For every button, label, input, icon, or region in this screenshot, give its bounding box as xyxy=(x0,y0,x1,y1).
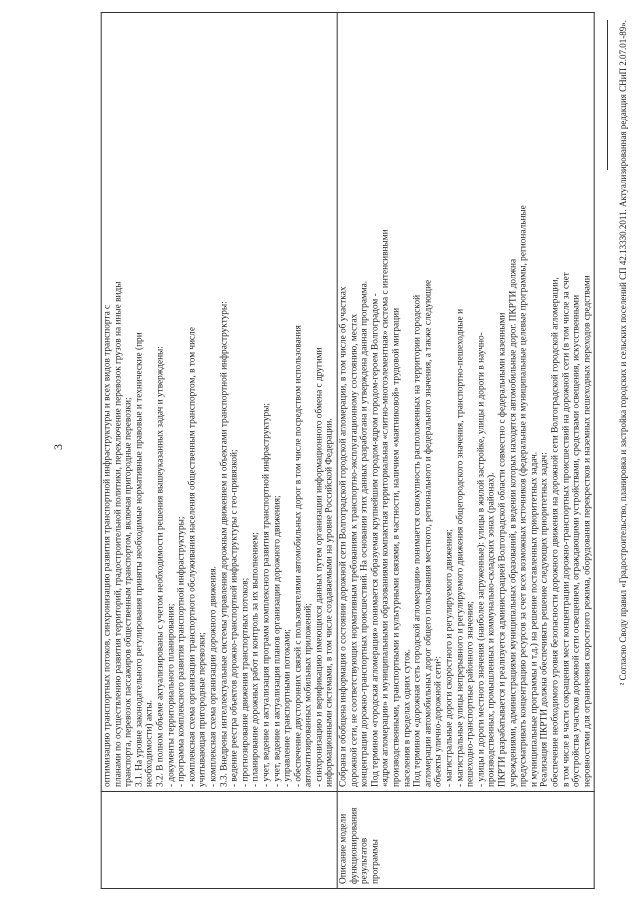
text-line: объекты улично-дорожной сети²: xyxy=(434,656,445,787)
text-line: - обеспечение двусторонних связей с пользователями автомобильных дорог в том числе посредством использования xyxy=(293,325,304,787)
text-line: - синхронизацию и верификацию имеющихся данных путем организации информационного обмена с другими xyxy=(314,347,325,787)
text-line: «ядром агломерации» и муниципальными образованиями компактная территориальная «слитно-многоэлементная» система с интенсивными xyxy=(381,229,392,787)
text-line: пешеходно-транспортные районного значения; xyxy=(465,601,476,787)
text-line: неровностями для ограничения скоростного режима, оборудования перекрестков и наземных пешеходных переходов средствами xyxy=(582,275,593,787)
table-row xyxy=(337,13,594,889)
text-line: Собрана и обобщена информация о состоянии дорожной сети Волгоградской городской агломерации, в том числе об участках xyxy=(338,286,349,787)
text-line: - управление транспортными потоками; xyxy=(282,629,293,787)
row-b-label-cell xyxy=(337,792,594,889)
text-line: предусматривать концентрацию ресурсов за счет всех возможных источников (федеральные и муниципальные целевые программы, региональные xyxy=(518,205,529,787)
text-line: - документы территориального планирования; xyxy=(166,603,177,787)
text-line: - магистральные дороги скоростного и регулируемого движения; xyxy=(444,529,455,787)
program-table xyxy=(101,12,595,889)
text-line: учитывающая пригородные перевозки; xyxy=(198,632,209,787)
text-line: - учет, ведение и актуализация программ комплексного развития транспортной инфраструктуры; xyxy=(261,403,272,787)
text-line: автоматизированных мобильных приложений; xyxy=(303,603,314,787)
text-line: концентрации дорожно-транспортных происшествий. На основании этих данных разработана и утверждена данная программа. xyxy=(359,280,370,787)
text-line: - комплексная схема организации транспортного обслуживания населения общественным транспортом, в том числе xyxy=(187,327,198,787)
text-line: обеспечение необходимого уровня безопасности дорожного движения на дорожной сети Волгоградской городской агломерации, xyxy=(550,277,561,787)
text-line: необходимости) акты. xyxy=(145,699,156,787)
text-line: населения в пределах одних суток. xyxy=(402,649,413,787)
text-line: Под термином «дорожная сеть городской агломерации» понимается совокупность расположенных на территории городской xyxy=(412,294,423,787)
text-line: - прогнозирование движения транспортных потоков; xyxy=(240,577,251,787)
text-line: производственными, транспортными и культурными связями, в частности, наличием «маятниковой» трудовой миграции xyxy=(391,307,402,787)
text-line: ПКРТИ разрабатывается и реализуется администрацией Волгоградской области совместно с федеральными казенными xyxy=(497,312,508,787)
text-line: оптимизацию транспортных потоков, синхронизацию развития транспортной инфраструктуры и всех видов транспорта с xyxy=(102,304,113,787)
text-line: 3.3. Внедрены интеллектуальные системы управления дорожным движением и объектами транспортной инфраструктуры: xyxy=(219,301,230,787)
table-row xyxy=(101,13,337,889)
text-line: учреждениями, администрациями муниципальных образований, в ведении которых находятся автомобильные дорог. ПКРТИ должна xyxy=(508,258,519,787)
text-line: - планирование дорожных работ и контроль за их выполнением; xyxy=(251,532,261,787)
text-line: производственных, промышленных и коммунально-складских зонах (районах). xyxy=(487,472,498,787)
text-line: планами по осуществлению развития территорий, градостроительной политики, переключение перевозок грузов на иные виды xyxy=(113,281,124,787)
text-line: - комплексная схема организации дорожного движения. xyxy=(208,566,219,787)
text-line: транспорта, перевозок пассажиров общественным транспортом, включая пригородные перевозки; xyxy=(123,397,134,787)
text-line: 3.2. В полном объеме актуализированы с учетом необходимости решения вышеуказанных задач и утверждены: xyxy=(155,346,166,787)
text-line: обустройства участков дорожной сети освещением, ограждающими устройствами, средствами освещения, искусственными xyxy=(571,294,582,787)
text-line: информационными системами, в том числе создаваемыми на уровне Российской Федерации. xyxy=(325,418,336,787)
text-line: - улицы и дороги местного значения (наиболее загруженные): улицы в жилой застройке, улицы и дороги в научно- xyxy=(476,332,487,787)
text-line: Реализация ПКРТИ должна обеспечивать решение следующих приоритетных задач: xyxy=(540,452,551,787)
row-a-content-cell xyxy=(101,13,337,792)
text-line: Под термином «городская агломерация» понимается образуемая крупнейшим городом-ядром городом-героем Волгоградом - xyxy=(370,293,381,787)
text-line: агломерации автомобильных дорог общего пользования местного, регионального и федерального значения, а также следующие xyxy=(423,279,434,787)
text-line: - ведение реестра объектов дорожно-транспортной инфраструктуры с гео-привязкой; xyxy=(229,449,240,787)
text-line: - магистральные улицы непрерывного и регулируемого движения общегородского значения, транспортно-пешеходные и xyxy=(455,308,466,787)
row-b-content-cell xyxy=(337,13,594,792)
text-line: - учет, ведение и актуализация планов организации дорожного движения; xyxy=(272,495,283,787)
text-line: - программа комплексного развития транспортной инфраструктуры; xyxy=(176,516,187,787)
text-line: и муниципальные программы и т.д.) на решение поставленных приоритетных задач. xyxy=(529,451,540,787)
page-number: 3 xyxy=(51,444,65,450)
footnote: ² Согласно Своду правил «Градостроительство, планировка и застройка городских и сельских поселений СП 42.13330.2011. Актуализированная редакция СНиП 2.07.01-89». xyxy=(618,20,628,686)
row-a-label-cell xyxy=(101,792,337,889)
row-b-label: Описание модели функционирования результатов программы xyxy=(338,807,381,884)
text-line: дорожной сети, не соответствующих нормативным требованиям к транспортно-эксплуатационному состоянию, местах xyxy=(349,313,360,787)
row-a-text xyxy=(103,17,336,787)
footnote-separator xyxy=(607,20,608,170)
row-b-text xyxy=(339,17,593,787)
text-line: 3.1. На уровне законодательного регулирования приняты необходимые нормативные правовые и технические (при xyxy=(134,332,145,787)
text-line: в том числе в части сокращения мест концентрации дорожно-транспортных происшествий на дорожной сети (в том числе за счет xyxy=(561,272,572,787)
